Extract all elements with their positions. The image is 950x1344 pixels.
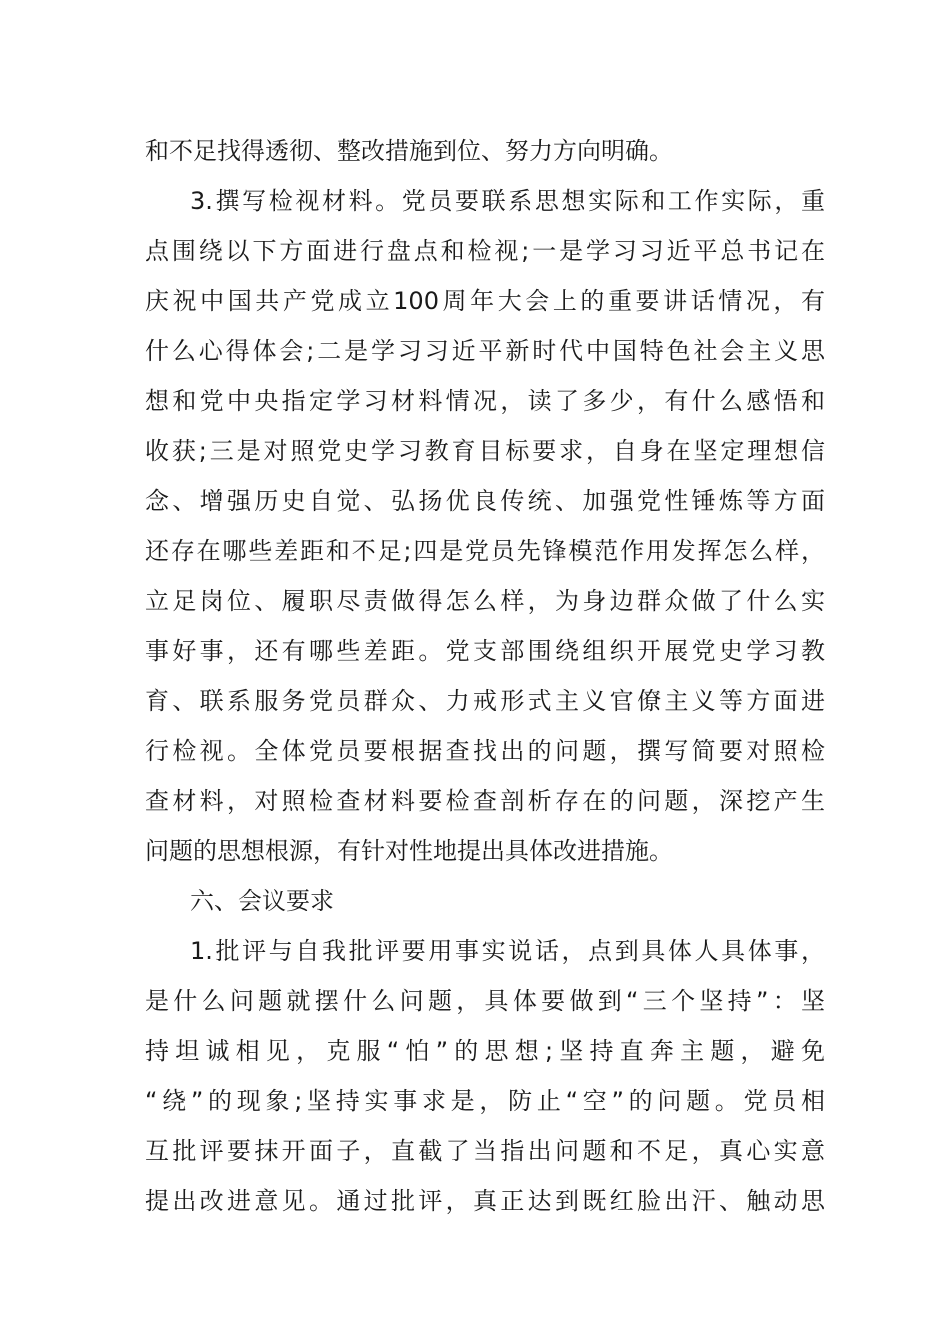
text-line: 3.撰写检视材料。党员要联系思想实际和工作实际，重 [190,187,825,215]
text-line: 查材料，对照检查材料要检查剖析存在的问题，深挖产生 [145,787,825,815]
text-line: 念、增强历史自觉、弘扬优良传统、加强党性锤炼等方面 [145,487,825,515]
text-line: 持坦诚相见，克服“怕”的思想;坚持直奔主题，避免 [145,1037,825,1065]
text-line: 立足岗位、履职尽责做得怎么样，为身边群众做了什么实 [145,587,825,615]
text-line: 育、联系服务党员群众、力戒形式主义官僚主义等方面进 [145,687,825,715]
text-line: 庆祝中国共产党成立100周年大会上的重要讲话情况，有 [145,287,825,315]
text-line: 事好事，还有哪些差距。党支部围绕组织开展党史学习教 [145,637,825,665]
text-line: 提出改进意见。通过批评，真正达到既红脸出汗、触动思 [145,1187,825,1215]
text-line: 什么心得体会;二是学习习近平新时代中国特色社会主义思 [145,337,825,365]
text-line: 还存在哪些差距和不足;四是党员先锋模范作用发挥怎么样， [145,537,825,565]
text-line: 想和党中央指定学习材料情况，读了多少，有什么感悟和 [145,387,825,415]
text-line: 和不足找得透彻、整改措施到位、努力方向明确。 [145,137,673,165]
section-heading: 六、会议要求 [190,887,334,915]
text-line: 收获;三是对照党史学习教育目标要求，自身在坚定理想信 [145,437,825,465]
text-line: 问题的思想根源，有针对性地提出具体改进措施。 [145,837,673,865]
text-line: 行检视。全体党员要根据查找出的问题，撰写简要对照检 [145,737,825,765]
text-line: 是什么问题就摆什么问题，具体要做到“三个坚持”：坚 [145,987,825,1015]
text-line: “绕”的现象;坚持实事求是，防止“空”的问题。党员相 [145,1087,825,1115]
text-line: 点围绕以下方面进行盘点和检视;一是学习习近平总书记在 [145,237,825,265]
text-line: 1.批评与自我批评要用事实说话，点到具体人具体事， [190,937,825,965]
text-line: 互批评要抹开面子，直截了当指出问题和不足，真心实意 [145,1137,825,1165]
